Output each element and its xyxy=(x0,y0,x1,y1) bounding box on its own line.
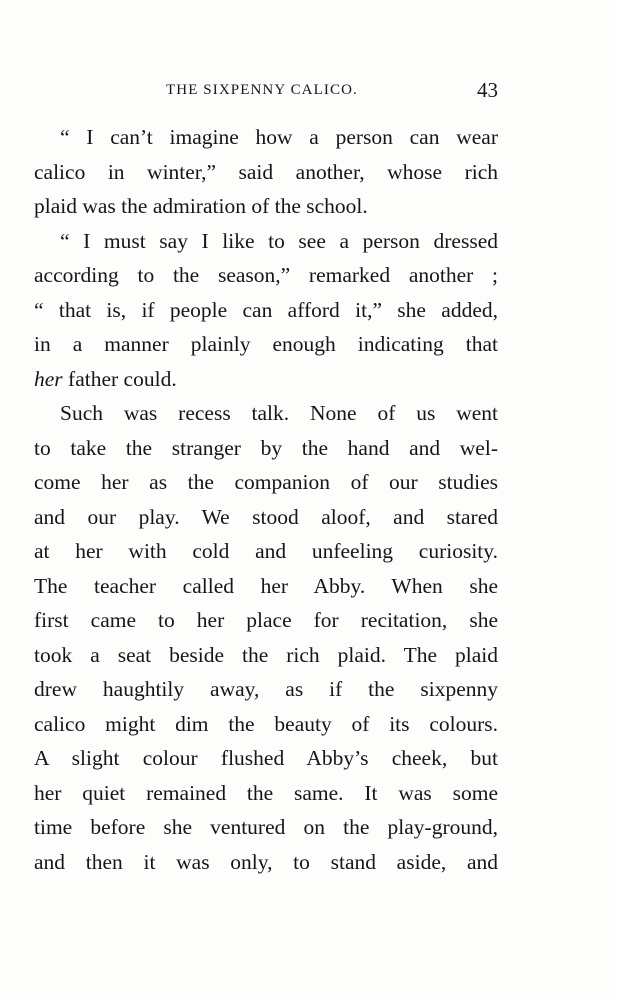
text-line: drew haughtily away, as if the sixpenny xyxy=(34,677,498,701)
text-line: at her with cold and unfeeling curiosity. xyxy=(34,539,498,563)
text-line xyxy=(34,362,498,397)
text-line: and our play. We stood aloof, and stared xyxy=(34,504,498,529)
italic-word: her xyxy=(34,366,63,391)
text-line: “ I can’t imagine how a person can wear xyxy=(60,125,498,149)
text-line: took a seat beside the rich plaid. The plaid xyxy=(34,642,498,667)
text-line: “ I must say I like to see a person dressed xyxy=(60,228,498,253)
text-line: The teacher called her Abby. When she xyxy=(34,573,498,598)
text-line: time before she ventured on the play-ground, xyxy=(34,815,498,839)
running-title: THE SIXPENNY CALICO. xyxy=(166,82,358,98)
page-number: 43 xyxy=(477,78,498,102)
text-fragment: father could. xyxy=(62,366,177,391)
text-line: calico might dim the beauty of its colours. xyxy=(34,711,498,736)
text-line: come her as the companion of our studies xyxy=(34,470,498,494)
text-line: and then it was only, to stand aside, and xyxy=(34,849,498,874)
text-line: “ that is, if people can afford it,” she added, xyxy=(34,297,498,322)
text-line: according to the season,” remarked another ; xyxy=(34,263,498,287)
page-header xyxy=(34,78,498,102)
text-line: Such was recess talk. None of us went xyxy=(60,401,498,425)
text-line: calico in winter,” said another, whose rich xyxy=(34,159,498,184)
text-line: her quiet remained the same. It was some xyxy=(34,780,498,805)
text-line: in a manner plainly enough indicating that xyxy=(34,332,498,356)
text-line: plaid was the admiration of the school. xyxy=(34,194,368,218)
text-line: first came to her place for recitation, she xyxy=(34,608,498,632)
text-line: A slight colour flushed Abby’s cheek, but xyxy=(34,746,498,770)
text-line: to take the stranger by the hand and wel- xyxy=(34,435,498,460)
body-text xyxy=(34,120,498,879)
